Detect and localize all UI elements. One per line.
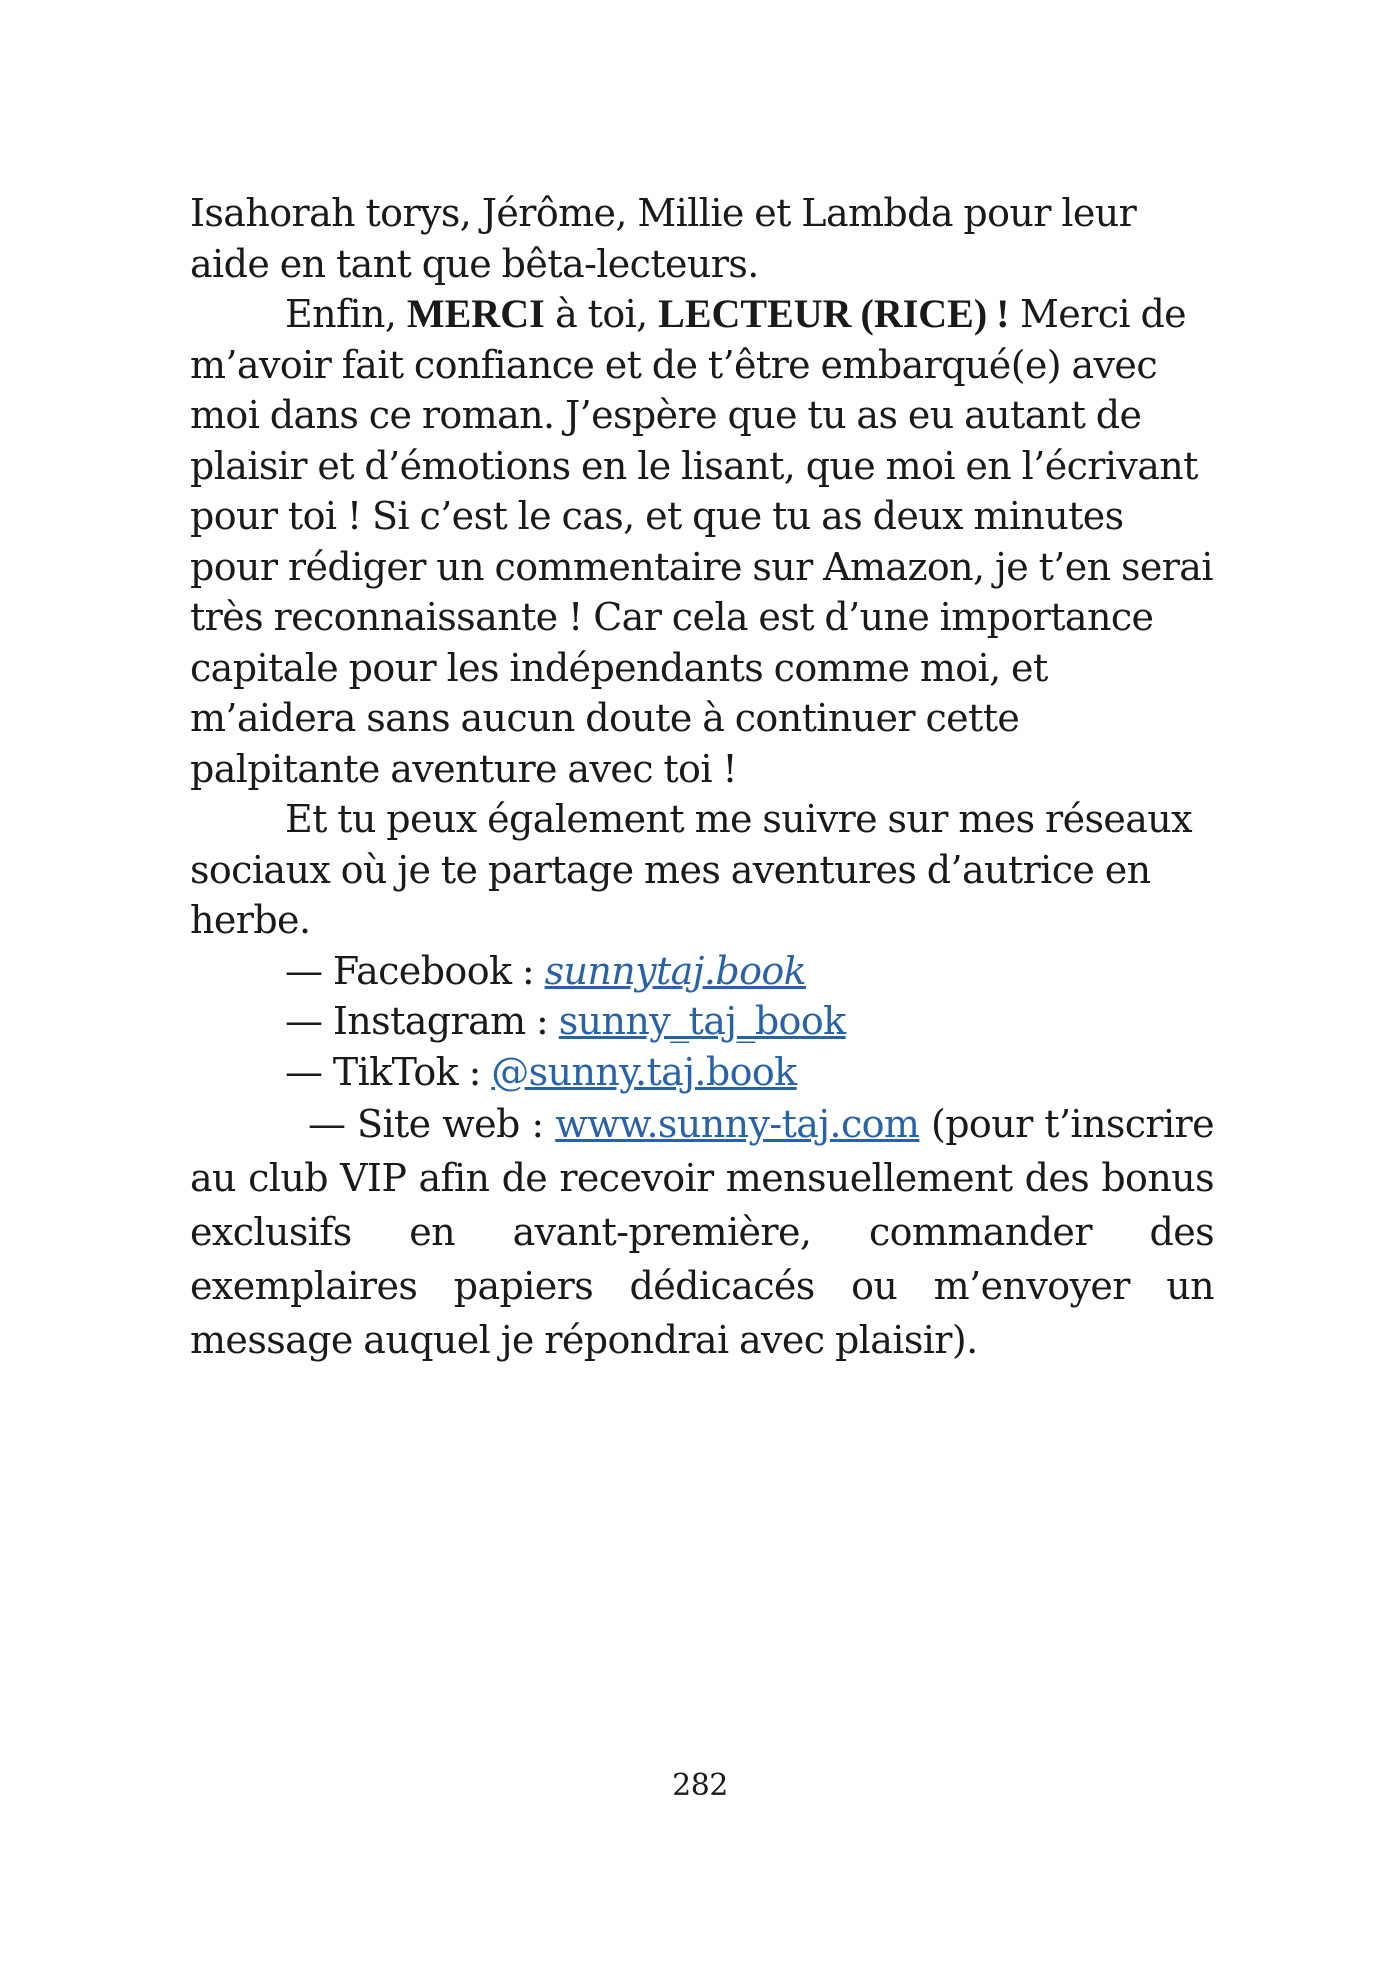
tiktok-link[interactable]: @sunny.taj.book — [491, 1049, 797, 1094]
facebook-link[interactable]: sunnytaj.book — [544, 948, 807, 993]
facebook-label: — Facebook : — [285, 948, 545, 993]
tiktok-label: — TikTok : — [285, 1049, 492, 1094]
paragraph-beta-readers: Isahorah torys, Jérôme, Millie et Lambda pour leur aide en tant que bêta-lecteurs. — [190, 191, 1137, 286]
page-number: 282 — [672, 1768, 728, 1803]
thanks-intro: Enfin, — [285, 292, 407, 336]
thanks-body: Merci de m’avoir fait confiance et de t’être embarqué(e) avec moi dans ce roman. J’espère que tu as eu autant de plaisir et d’émotions en le lisant, que moi en l’écrivant pour toi ! Si c’est le cas, et que tu as deux minutes pour rédiger un commentaire sur Amazon, je t’en serai très reconnaissante ! Car cela est d’une importance capitale pour les indépendants comme moi, et m’aidera sans aucun doute à continuer cette palpitante aventure avec toi ! — [190, 292, 1213, 791]
page-body — [190, 188, 1214, 1367]
merci-emphasis: MERCI — [406, 291, 545, 336]
social-tiktok — [190, 1047, 1214, 1098]
instagram-label: — Instagram : — [285, 999, 559, 1043]
social-facebook — [190, 946, 1214, 997]
website-label: — Site web : — [308, 1102, 556, 1146]
paragraph-thanks-reader — [190, 289, 1214, 794]
lecteur-emphasis: LECTEUR (RICE) ! — [658, 291, 1010, 336]
instagram-link[interactable]: sunny_taj_book — [558, 999, 846, 1043]
website-description: (pour t’inscrire au club VIP afin de recevoir mensuellement des bonus exclusifs en avant-première, commander des exemplaires papiers dédicacés ou m’envoyer un message auquel je répondrai avec plaisir). — [190, 1102, 1215, 1362]
website-link[interactable]: www.sunny-taj.com — [555, 1102, 920, 1146]
thanks-mid: à toi, — [544, 292, 659, 336]
paragraph-follow-me: Et tu peux également me suivre sur mes réseaux sociaux où je te partage mes aventures d’autrice en herbe. — [190, 797, 1193, 942]
social-website — [190, 1097, 1214, 1367]
social-instagram — [190, 996, 1214, 1047]
